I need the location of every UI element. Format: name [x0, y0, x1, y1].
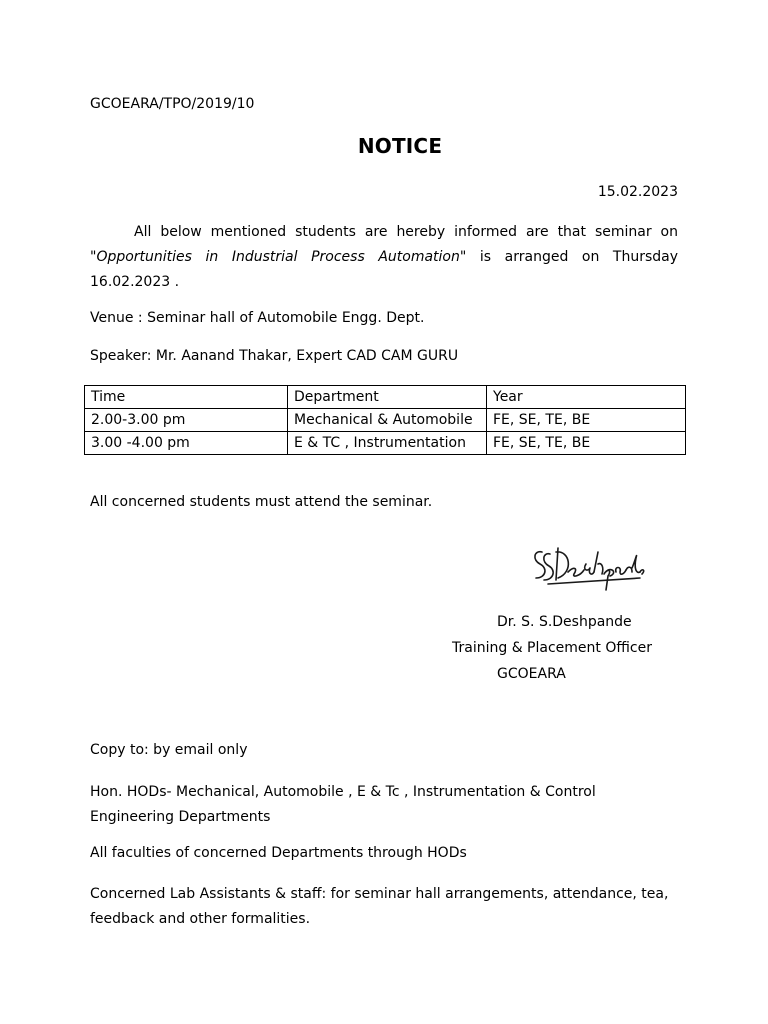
recipient-faculties: All faculties of concerned Departments through HODs: [90, 845, 467, 861]
notice-title: NOTICE: [357, 134, 443, 158]
intro-text-end: is arranged on Thursday 16.02.2023 .: [90, 249, 679, 290]
table-header-row: [85, 386, 686, 409]
signature-image: [528, 538, 646, 594]
recipient-staff: Concerned Lab Assistants & staff: for seminar hall arrangements, attendance, tea, feedback and other formalities.: [90, 886, 669, 927]
intro-text: All below mentioned students are hereby informed are that seminar on: [134, 224, 678, 240]
attendance-note: All concerned students must attend the seminar.: [90, 494, 433, 510]
seminar-topic: "Opportunities in Industrial Process Automation": [90, 249, 467, 265]
row-department: Mechanical & Automobile: [288, 409, 487, 432]
row-year: FE, SE, TE, BE: [487, 432, 686, 455]
row-department: E & TC , Instrumentation: [288, 432, 487, 455]
row-year: FE, SE, TE, BE: [487, 409, 686, 432]
signatory-designation: Training & Placement Officer: [452, 640, 652, 656]
copy-to-line: Copy to: by email only: [90, 742, 248, 758]
intro-paragraph: [90, 220, 678, 295]
table-row: [85, 409, 686, 432]
header-time: Time: [85, 386, 288, 409]
signatory-name: Dr. S. S.Deshpande: [497, 614, 632, 630]
header-year: Year: [487, 386, 686, 409]
recipient-hods: Hon. HODs- Mechanical, Automobile , E & Tc , Instrumentation & Control Engineering Departments: [90, 784, 596, 825]
table-row: [85, 432, 686, 455]
row-time: 2.00-3.00 pm: [85, 409, 288, 432]
row-time: 3.00 -4.00 pm: [85, 432, 288, 455]
header-department: Department: [288, 386, 487, 409]
signatory-organization: GCOEARA: [497, 666, 566, 682]
schedule-table: [84, 385, 686, 455]
notice-date: 15.02.2023: [597, 184, 678, 200]
reference-number: GCOEARA/TPO/2019/10: [90, 96, 255, 112]
venue-line: Venue : Seminar hall of Automobile Engg. Dept.: [90, 310, 425, 326]
speaker-line: Speaker: Mr. Aanand Thakar, Expert CAD CAM GURU: [90, 348, 459, 364]
